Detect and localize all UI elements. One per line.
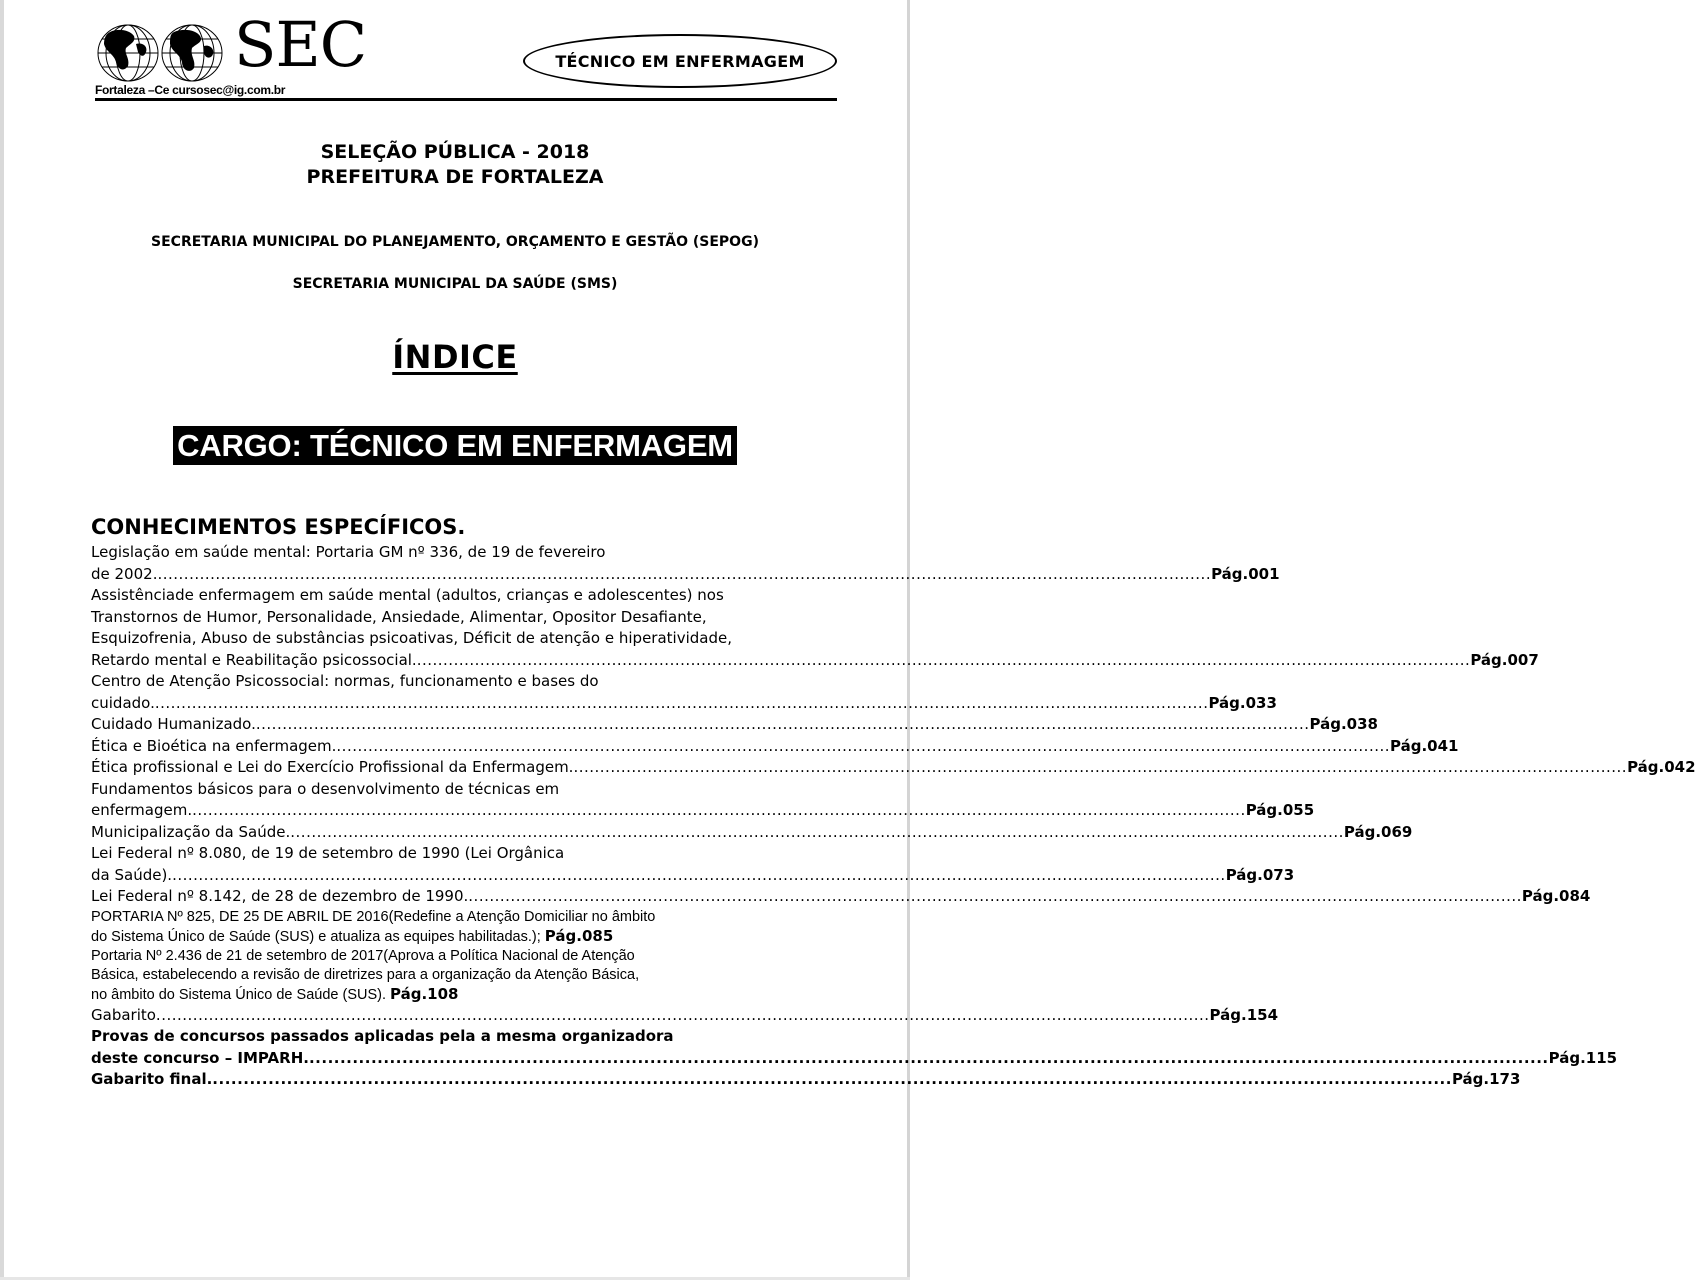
toc-entry bbox=[91, 822, 1413, 844]
toc-section-title: CONHECIMENTOS ESPECÍFICOS. bbox=[91, 515, 466, 539]
globe-logo-icon bbox=[96, 22, 226, 84]
toc-page-number: Pág.055 bbox=[1245, 801, 1315, 819]
toc-entry-text: Esquizofrenia, Abuso de substâncias psicoativas, Déficit de atenção e hiperatividade, bbox=[91, 629, 732, 647]
toc-entry-text: Provas de concursos passados aplicadas pela a mesma organizadora bbox=[91, 1027, 674, 1045]
toc-entry bbox=[91, 779, 1315, 822]
toc-entry-text: Gabarito bbox=[91, 1005, 156, 1024]
logo-subtitle: Fortaleza –Ce cursosec@ig.com.br bbox=[95, 83, 286, 97]
toc-entry bbox=[91, 757, 1696, 779]
toc-entry-text: Gabarito final. bbox=[91, 1070, 213, 1088]
toc-entry bbox=[91, 947, 837, 1005]
table-of-contents bbox=[91, 512, 1696, 1091]
toc-entry-text: Fundamentos básicos para o desenvolvimento de técnicas em bbox=[91, 779, 560, 798]
toc-entry bbox=[91, 1069, 1521, 1091]
leader-dots: ........................................................................................................................................................................................................ bbox=[336, 736, 1391, 755]
leader-dots: ........................................................................................................................................................................................................ bbox=[155, 1005, 1210, 1024]
cargo-badge: TÉCNICO EM ENFERMAGEM bbox=[523, 34, 837, 88]
toc-page-number: Pág.069 bbox=[1343, 822, 1413, 841]
toc-page-number: Pág.038 bbox=[1309, 715, 1378, 733]
toc-entry-text: Portaria Nº 2.436 de 21 de setembro de 2017(Aprova a Política Nacional de Atenção bbox=[91, 947, 635, 964]
header-rule bbox=[95, 98, 837, 101]
leader-dots: ........................................................................................................................................................................................................ bbox=[416, 650, 1471, 669]
toc-entry-text: Básica, estabelecendo a revisão de diretrizes para a organização da Atenção Básica, bbox=[91, 966, 640, 983]
toc-page-number: Pág.085 bbox=[544, 926, 614, 945]
toc-entry bbox=[91, 585, 1539, 671]
toc-entry bbox=[91, 908, 837, 947]
toc-entry-text: Ética e Bioética na enfermagem. bbox=[91, 736, 337, 755]
toc-entry-text: PORTARIA Nº 825, DE 25 DE ABRIL DE 2016(Redefine a Atenção Domiciliar no âmbito bbox=[91, 908, 656, 925]
cargo-banner bbox=[0, 426, 910, 465]
leader-dots: ........................................................................................................................................................................................................ bbox=[255, 715, 1310, 733]
indice-heading bbox=[0, 338, 910, 376]
toc-entry-text: de 2002. bbox=[91, 564, 158, 583]
toc-page-number: Pág.033 bbox=[1208, 693, 1277, 712]
leader-dots: ........................................................................................................................................................................................................ bbox=[212, 1070, 1452, 1088]
toc-page-number: Pág.001 bbox=[1211, 564, 1280, 583]
toc-entry-text: cuidado. bbox=[91, 693, 155, 712]
toc-entry-text: Retardo mental e Reabilitação psicossocial. bbox=[91, 650, 417, 669]
title-block bbox=[0, 140, 910, 190]
toc-entry-text: enfermagem. bbox=[91, 801, 193, 819]
secretaria-sepog: SECRETARIA MUNICIPAL DO PLANEJAMENTO, ORÇAMENTO E GESTÃO (SEPOG) bbox=[151, 234, 759, 250]
leader-dots: ........................................................................................................................................................................................................ bbox=[172, 865, 1226, 884]
indice-text: ÍNDICE bbox=[392, 338, 518, 376]
leader-dots: ........................................................................................................................................................................................................ bbox=[308, 1048, 1549, 1067]
toc-page-number: Pág.042 bbox=[1627, 758, 1696, 776]
toc-page-number: Pág.115 bbox=[1548, 1048, 1618, 1067]
title-prefeitura: PREFEITURA DE FORTALEZA bbox=[306, 166, 604, 188]
title-selecao: SELEÇÃO PÚBLICA - 2018 bbox=[320, 141, 590, 163]
toc-entry-text: Centro de Atenção Psicossocial: normas, funcionamento e bases do bbox=[91, 672, 599, 690]
leader-dots: ........................................................................................................................................................................................................ bbox=[573, 758, 1628, 776]
page-edge-left bbox=[0, 0, 4, 1280]
toc-page-number: Pág.041 bbox=[1390, 736, 1459, 755]
leader-dots: ........................................................................................................................................................................................................ bbox=[192, 801, 1246, 819]
cargo-text: CARGO: TÉCNICO EM ENFERMAGEM bbox=[173, 426, 737, 465]
leader-dots: ........................................................................................................................................................................................................ bbox=[468, 887, 1522, 905]
leader-dots: ........................................................................................................................................................................................................ bbox=[154, 693, 1209, 712]
toc-page-number: Pág.073 bbox=[1225, 865, 1295, 884]
toc-entry bbox=[91, 542, 1280, 585]
toc-page-number: Pág.084 bbox=[1521, 887, 1591, 905]
toc-entry bbox=[91, 843, 1295, 886]
leader-dots: ........................................................................................................................................................................................................ bbox=[290, 822, 1344, 841]
toc-entry bbox=[91, 1005, 1279, 1027]
toc-entry-text: Lei Federal nº 8.142, de 28 de dezembro de 1990. bbox=[91, 887, 469, 905]
toc-page-number: Pág.108 bbox=[390, 984, 459, 1003]
logo-sec-text: SEC bbox=[234, 8, 367, 81]
toc-page-number: Pág.173 bbox=[1451, 1070, 1521, 1088]
toc-entry-text: Assistênciade enfermagem em saúde mental (adultos, crianças e adolescentes) nos bbox=[91, 586, 724, 604]
toc-page-number: Pág.007 bbox=[1470, 650, 1539, 669]
toc-entry-text: no âmbito do Sistema Único de Saúde (SUS). bbox=[91, 986, 391, 1003]
toc-entry bbox=[91, 886, 1591, 908]
leader-dots: ........................................................................................................................................................................................................ bbox=[157, 564, 1212, 583]
toc-entry bbox=[91, 714, 1378, 736]
toc-entry-text: Transtornos de Humor, Personalidade, Ansiedade, Alimentar, Opositor Desafiante, bbox=[91, 607, 707, 626]
toc-entry-text: Ética profissional e Lei do Exercício Profissional da Enfermagem. bbox=[91, 758, 574, 776]
toc-entry-text: Legislação em saúde mental: Portaria GM nº 336, de 19 de fevereiro bbox=[91, 543, 606, 561]
toc-entry bbox=[91, 736, 1459, 758]
toc-entry-text: deste concurso – IMPARH. bbox=[91, 1048, 309, 1067]
toc-entry bbox=[91, 671, 1277, 714]
toc-entry-text: Municipalização da Saúde. bbox=[91, 822, 291, 841]
toc-entry-text: Cuidado Humanizado. bbox=[91, 715, 256, 733]
toc-entry-text: Lei Federal nº 8.080, de 19 de setembro de 1990 (Lei Orgânica bbox=[91, 844, 565, 862]
toc-entry-text: do Sistema Único de Saúde (SUS) e atualiza as equipes habilitadas.); bbox=[91, 928, 545, 945]
toc-page-number: Pág.154 bbox=[1209, 1005, 1279, 1024]
toc-entry-text: da Saúde). bbox=[91, 865, 173, 884]
secretaria-sms: SECRETARIA MUNICIPAL DA SAÚDE (SMS) bbox=[292, 276, 618, 292]
toc-entry bbox=[91, 1026, 1618, 1069]
